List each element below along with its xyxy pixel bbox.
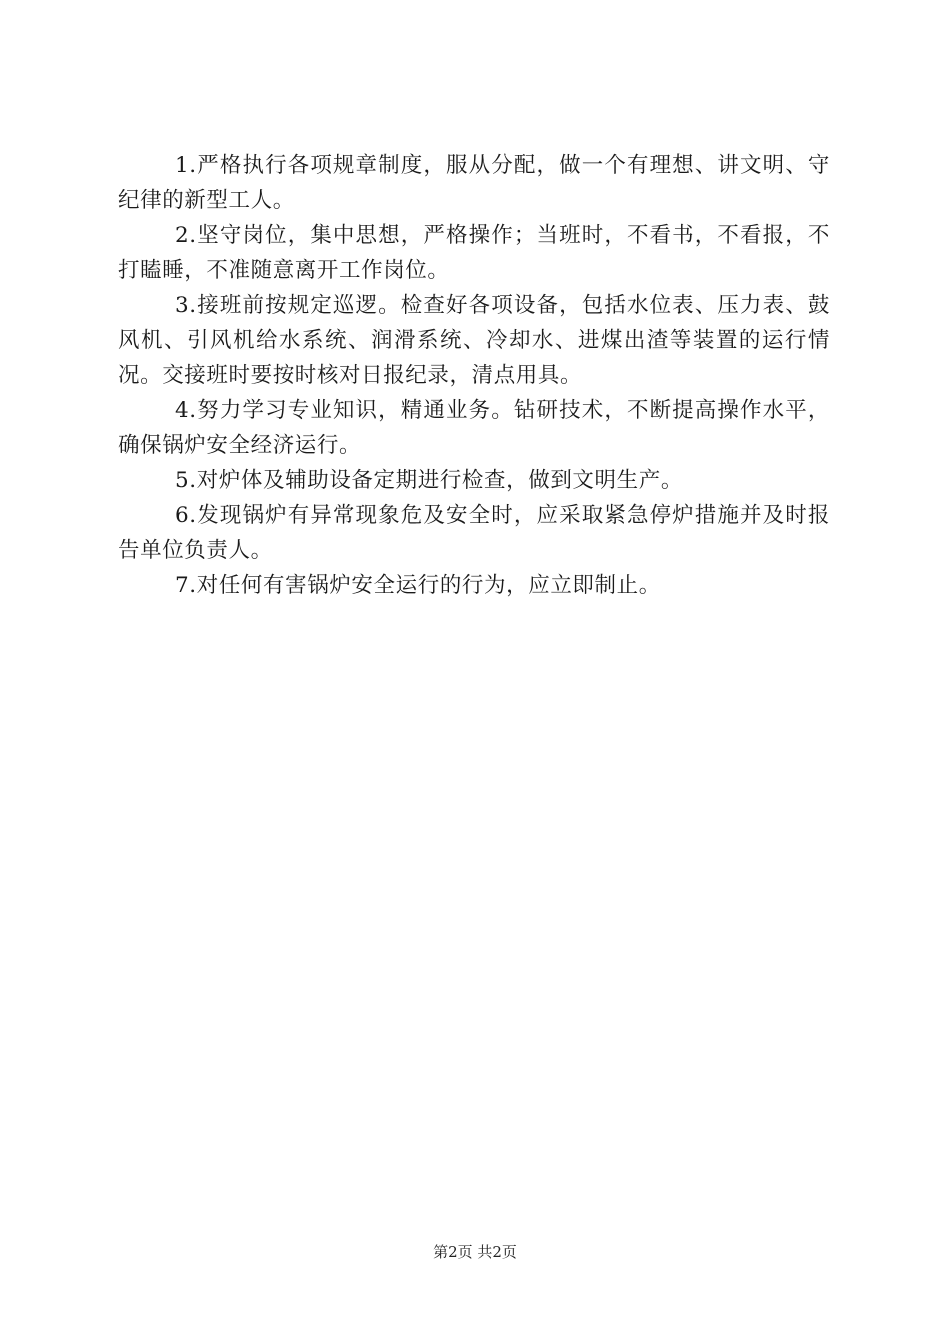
document-body [118,148,830,603]
paragraph-6: 6.发现锅炉有异常现象危及安全时，应采取紧急停炉措施并及时报告单位负责人。 [118,503,830,563]
paragraph-3: 3.接班前按规定巡逻。检查好各项设备，包括水位表、压力表、鼓风机、引风机给水系统、润滑系统、冷却水、进煤出渣等装置的运行情况。交接班时要按时核对日报纪录，清点用具。 [118,293,830,388]
paragraph-1: 1.严格执行各项规章制度，服从分配，做一个有理想、讲文明、守纪律的新型工人。 [118,153,830,213]
paragraph-2: 2.坚守岗位，集中思想，严格操作；当班时，不看书，不看报，不打瞌睡，不准随意离开工作岗位。 [118,223,830,283]
paragraph-5: 5.对炉体及辅助设备定期进行检查，做到文明生产。 [175,468,683,493]
paragraph-7: 7.对任何有害锅炉安全运行的行为，应立即制止。 [175,573,661,598]
page-footer: 第2页 共2页 [433,1243,517,1261]
paragraph-4: 4.努力学习专业知识，精通业务。钻研技术，不断提高操作水平，确保锅炉安全经济运行。 [118,398,830,458]
